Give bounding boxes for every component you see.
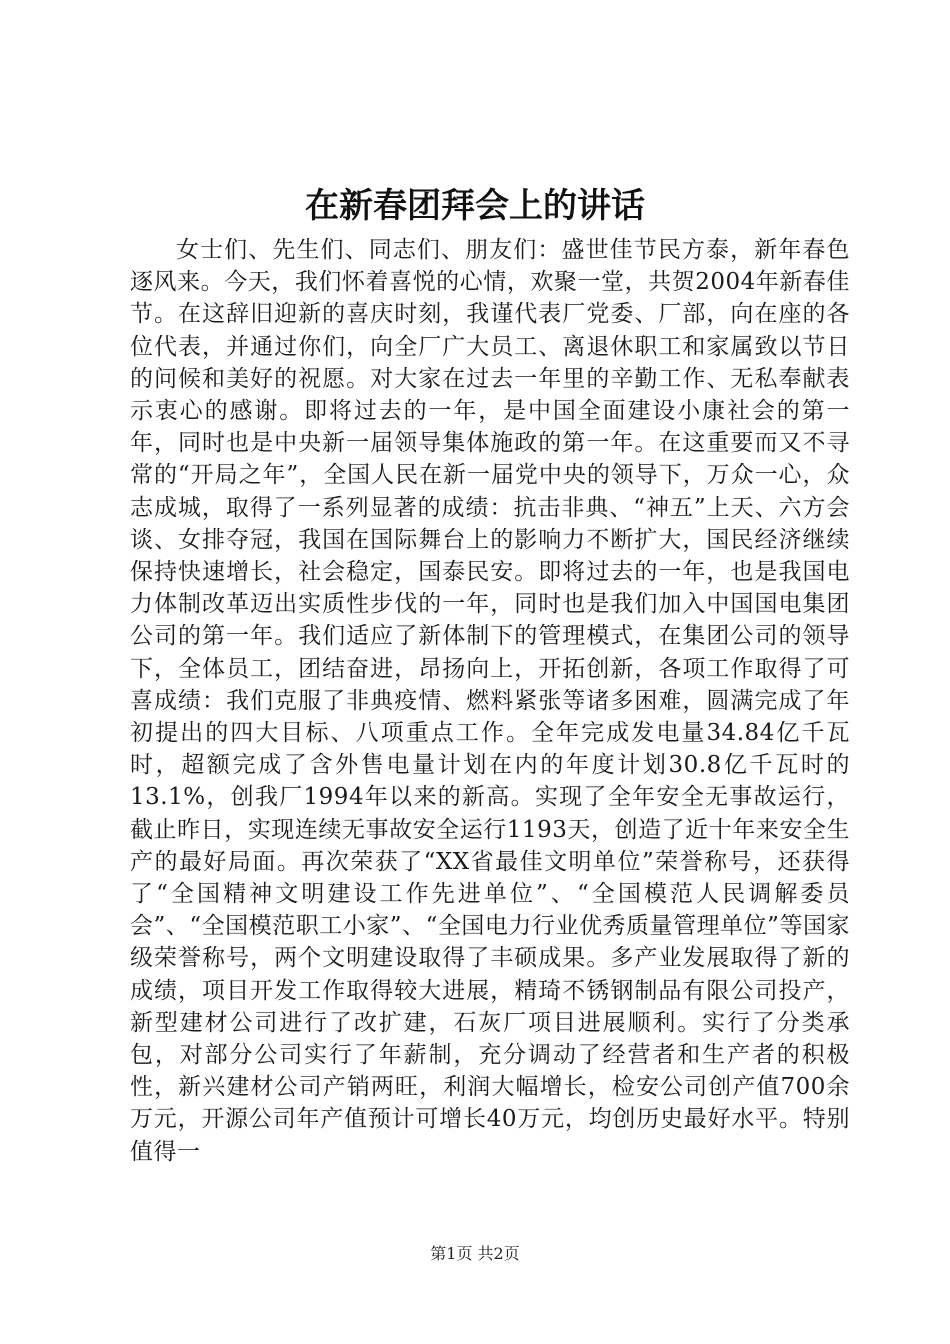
- document-title: 在新春团拜会上的讲话: [305, 186, 645, 226]
- page-number-footer: 第1页 共2页: [430, 1244, 520, 1263]
- document-body-paragraph: 女士们、先生们、同志们、朋友们：盛世佳节民方泰，新年春色逐风来。今天，我们怀着喜悦的心情，欢聚一堂，共贺2004年新春佳节。在这辞旧迎新的喜庆时刻，我谨代表厂党委、厂部，向在座的各位代表，并通过你们，向全厂广大员工、离退休职工和家属致以节日的问候和美好的祝愿。对大家在过去一年里的辛勤工作、无私奉献表示衷心的感谢。即将过去的一年，是中国全面建设小康社会的第一年，同时也是中央新一届领导集体施政的第一年。在这重要而又不寻常的“开局之年”，全国人民在新一届党中央的领导下，万众一心，众志成城，取得了一系列显著的成绩：抗击非典、“神五”上天、六方会谈、女排夺冠，我国在国际舞台上的影响力不断扩大，国民经济继续保持快速增长，社会稳定，国泰民安。即将过去的一年，也是我国电力体制改革迈出实质性步伐的一年，同时也是我们加入中国国电集团公司的第一年。我们适应了新体制下的管理模式，在集团公司的领导下，全体员工，团结奋进，昂扬向上，开拓创新，各项工作取得了可喜成绩：我们克服了非典疫情、燃料紧张等诸多困难，圆满完成了年初提出的四大目标、八项重点工作。全年完成发电量34.84亿千瓦时，超额完成了含外售电量计划在内的年度计划30.8亿千瓦时的13.1%，创我厂1994年以来的新高。实现了全年安全无事故运行，截止昨日，实现连续无事故安全运行1193天，创造了近十年来安全生产的最好局面。再次荣获了“XX省最佳文明单位”荣誉称号，还获得了“全国精神文明建设工作先进单位”、“全国模范人民调解委员会”、“全国模范职工小家”、“全国电力行业优秀质量管理单位”等国家级荣誉称号，两个文明建设取得了丰硕成果。多产业发展取得了新的成绩，项目开发工作取得较大进展，精琦不锈钢制品有限公司投产，新型建材公司进行了改扩建，石灰厂项目进展顺利。实行了分类承包，对部分公司实行了年薪制，充分调动了经营者和生产者的积极性，新兴建材公司产销两旺，利润大幅增长，检安公司创产值700余万元，开源公司年产值预计可增长40万元，均创历史最好水平。特别值得一: [130, 237, 850, 1165]
